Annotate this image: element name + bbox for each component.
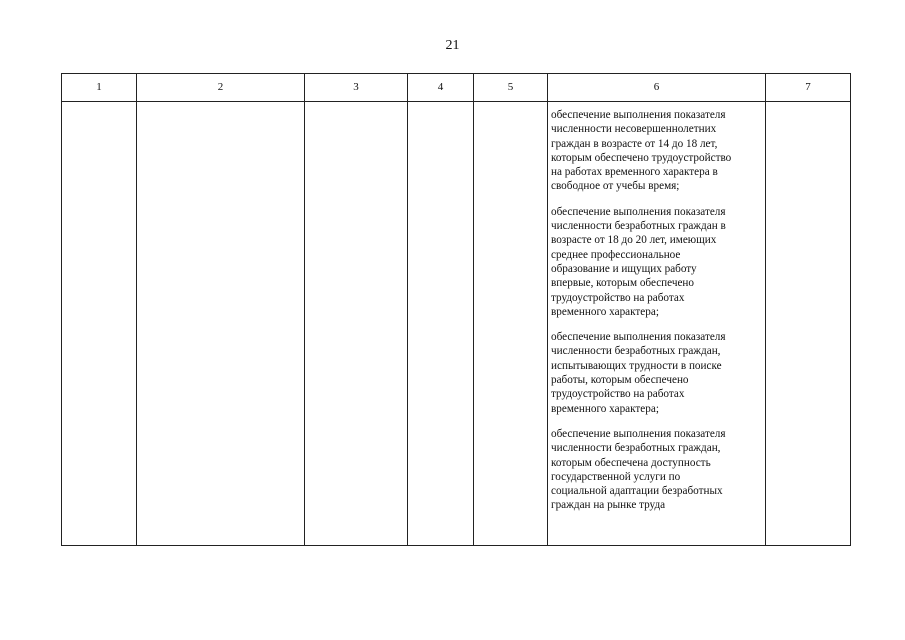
text-line: трудоустройство на работах bbox=[551, 291, 685, 304]
table-row bbox=[62, 102, 851, 546]
data-table bbox=[61, 73, 851, 546]
column-header-5: 5 bbox=[474, 74, 548, 102]
text-line: на работах временного характера в bbox=[551, 166, 718, 179]
text-line: работы, которым обеспечено bbox=[551, 374, 689, 387]
column-header-2: 2 bbox=[137, 74, 305, 102]
text-line: обеспечение выполнения показателя bbox=[551, 427, 726, 440]
text-line: которым обеспечена доступность bbox=[551, 456, 711, 469]
text-line: временного характера; bbox=[551, 305, 659, 318]
text-line: граждан в возрасте от 14 до 18 лет, bbox=[551, 137, 718, 150]
paragraph-difficult-search-employment bbox=[551, 330, 761, 416]
text-line: которым обеспечено трудоустройство bbox=[551, 151, 732, 164]
column-header-6: 6 bbox=[548, 74, 766, 102]
text-line: численности несовершеннолетних bbox=[551, 123, 717, 136]
header-row bbox=[62, 74, 851, 102]
text-line: испытывающих трудности в поиске bbox=[551, 359, 722, 372]
text-line: среднее профессиональное bbox=[551, 248, 681, 261]
text-line: численности безработных граждан в bbox=[551, 220, 726, 233]
column-header-7: 7 bbox=[766, 74, 851, 102]
text-line: граждан на рынке труда bbox=[551, 499, 666, 512]
text-line: социальной адаптации безработных bbox=[551, 485, 723, 498]
text-line: обеспечение выполнения показателя bbox=[551, 331, 726, 344]
cell-col-1 bbox=[62, 102, 137, 546]
text-line: свободное от учебы время; bbox=[551, 180, 680, 193]
page-number: 21 bbox=[445, 38, 460, 53]
paragraph-graduates-employment bbox=[551, 205, 761, 319]
text-line: государственной услуги по bbox=[551, 470, 681, 483]
text-line: численности безработных граждан, bbox=[551, 345, 721, 358]
cell-col-2 bbox=[137, 102, 305, 546]
text-line: трудоустройство на работах bbox=[551, 388, 685, 401]
cell-col-5 bbox=[474, 102, 548, 546]
text-line: обеспечение выполнения показателя bbox=[551, 205, 726, 218]
cell-col-3 bbox=[305, 102, 408, 546]
cell-col-4 bbox=[408, 102, 474, 546]
paragraph-social-adaptation bbox=[551, 427, 761, 513]
text-line: образование и ищущих работу bbox=[551, 262, 697, 275]
paragraph-minors-employment bbox=[551, 108, 761, 194]
text-line: впервые, которым обеспечено bbox=[551, 277, 695, 290]
column-header-1: 1 bbox=[62, 74, 137, 102]
text-line: численности безработных граждан, bbox=[551, 442, 721, 455]
column-header-4: 4 bbox=[408, 74, 474, 102]
text-line: обеспечение выполнения показателя bbox=[551, 109, 726, 121]
column-header-3: 3 bbox=[305, 74, 408, 102]
text-line: возрасте от 18 до 20 лет, имеющих bbox=[551, 234, 717, 247]
cell-col-7 bbox=[766, 102, 851, 546]
text-line: временного характера; bbox=[551, 402, 659, 415]
cell-col-6 bbox=[548, 102, 766, 546]
